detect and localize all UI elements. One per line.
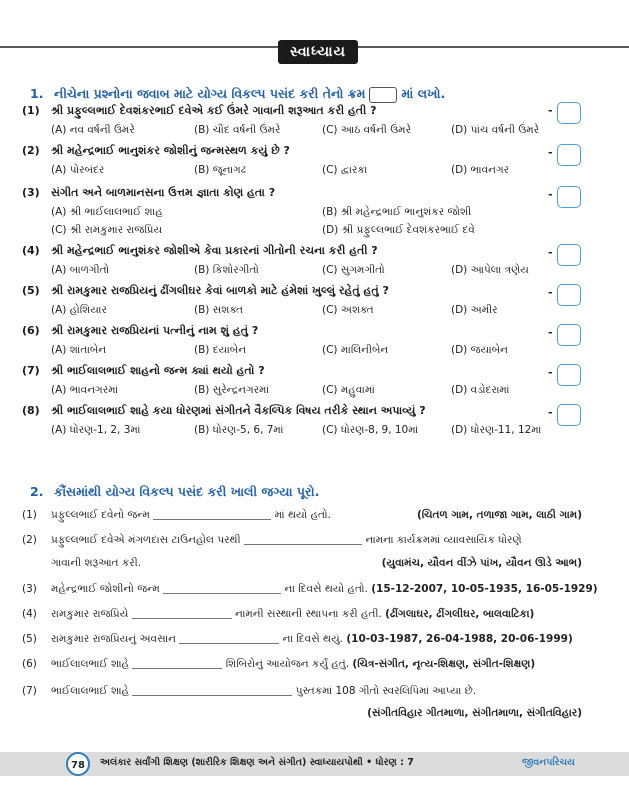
fill-pre: પ્રફુલ્લભાઈ દવેએ મંગળદાસ ટાઉનહોલ પરથી [51,534,241,546]
question-text: સંગીત અને બાળમાનસના ઉત્તમ જ્ઞાતા કોણ હતા ? [51,186,276,199]
option-c[interactable]: (C) આઠ વર્ષની ઉંમરે [322,124,412,136]
option-d[interactable]: (D) પાંચ વર્ષની ઉંમરે [451,124,540,136]
fill-sentence [51,658,535,671]
blank-line[interactable] [244,536,362,545]
fill-sentence [51,509,331,522]
answer-dash: - [548,146,553,159]
option-d[interactable]: (D) ભાવનગર [451,164,510,176]
blank-line[interactable] [132,610,232,619]
answer-box-7[interactable] [557,364,581,386]
option-a[interactable]: (A) હોશિયાર [51,304,107,316]
question-text: શ્રી પ્રફુલ્લભાઈ દેવશંકરભાઈ દવેએ કઈ ઉંમરે ગાવાની શરૂઆત કરી હતી ? [51,104,377,117]
option-d[interactable]: (D) જયાબેન [451,344,508,356]
question-number: (4) [22,244,40,257]
fill-choices: (ચિતળ ગામ, તળાજા ગામ, લાઠી ગામ) [416,509,582,521]
fill-item-5 [22,633,582,645]
question-1 [22,104,376,118]
section2-number: 2. [30,484,44,499]
fill-pre: મહેન્દ્રભાઈ જોશીનો જન્મ [51,583,160,595]
page-title: સ્વાધ્યાય [278,40,358,64]
fill-item-7 [22,685,582,697]
section1-heading-text: નીચેના પ્રશ્નોના જવાબ માટે યોગ્ય વિકલ્પ પસંદ કરી તેનો ક્રમ [54,86,366,101]
fill-post: માં થયો હતો. [274,509,331,521]
option-b[interactable]: (B) સશક્ત [194,304,243,316]
question-number: (1) [22,104,40,117]
answer-box-6[interactable] [557,324,581,346]
question-text: શ્રી રામકુમાર રાજપ્રિયનાં પત્નીનું નામ શું હતું ? [51,324,259,337]
fill-item-4 [22,608,582,620]
blank-line[interactable] [179,635,279,644]
option-d[interactable]: (D) શ્રી પ્રફુલ્લભાઈ દેવશંકરભાઈ દવે [322,224,475,236]
option-a[interactable]: (A) પોરબંદર [51,164,105,176]
question-4 [22,244,378,258]
answer-dash: - [548,104,553,117]
question-7 [22,364,265,378]
fill-sentence [51,583,598,596]
answer-dash: - [548,366,553,379]
fill-sentence [51,685,476,698]
fill-number: (4) [22,608,37,620]
option-b[interactable]: (B) કિશોરગીતો [194,264,259,276]
option-d[interactable]: (D) વડોદરામાં [451,384,510,396]
answer-dash: - [548,246,553,259]
option-b[interactable]: (B) સુરેન્દ્રનગરમાં [194,384,270,396]
question-number: (7) [22,364,40,377]
answer-dash: - [548,326,553,339]
option-a[interactable]: (A) નવ વર્ષની ઉંમરે [51,124,135,136]
option-a[interactable]: (A) શ્રી ભાઈલાલભાઈ શાહ [51,206,163,218]
option-b[interactable]: (B) શ્રી મહેન્દ્રભાઈ ભાનુશંકર જોશી [322,206,472,218]
fill-post: શિબિરોનું આયોજન કર્યું હતું. [225,658,350,670]
answer-box-5[interactable] [557,284,581,306]
option-c[interactable]: (C) માલિનીબેન [322,344,389,356]
sample-answer-box [369,87,397,103]
section2-heading [30,484,319,500]
answer-box-1[interactable] [557,102,581,124]
fill-choices: (ઢીંગલાઘર, ઢીંગલીઘર, બાલવાટિકા) [385,608,535,620]
fill-post: ના દિવસે થયું. [282,633,344,645]
footer-book-title: અલંકાર સર્વાંગી શિક્ષણ (શારીરિક શિક્ષણ અને સંગીત) સ્વાધ્યાયપોથી • ધોરણ : 7 [100,757,414,768]
fill-item-2 [22,534,582,546]
fill-post: ના દિવસે થયો હતો. [284,583,368,595]
section1-heading [30,86,445,103]
question-number: (8) [22,404,40,417]
option-b[interactable]: (B) જૂનાગઢ [194,164,246,176]
fill-choices: (યુવામંચ, યૌવન વીંઝે પાંખ, યૌવન ઊડે આભ) [381,557,582,569]
section1-number: 1. [30,86,44,101]
option-a[interactable]: (A) બાળગીતો [51,264,110,276]
question-text: શ્રી ભાઈલાલભાઈ શાહનો જન્મ ક્યાં થયો હતો ? [51,364,265,377]
answer-box-2[interactable] [557,144,581,166]
fill-item-6 [22,658,582,670]
fill-sentence [51,633,573,646]
fill-number: (2) [22,534,37,546]
fill-number: (3) [22,583,37,595]
answer-box-4[interactable] [557,244,581,266]
option-c[interactable]: (C) શ્રી રામકુમાર રાજપ્રિય [51,224,163,236]
option-b[interactable]: (B) ધોરણ-5, 6, 7માં [194,424,284,436]
fill-post: પુસ્તકમાં 108 ગીતો સ્વરલિપિમાં આપ્યા છે. [295,685,477,697]
question-5 [22,284,389,298]
fill-choices: (સંગીતવિહાર ગીતમાળા, સંગીતમાળા, સંગીતવિહાર) [367,707,582,719]
blank-line[interactable] [132,660,222,669]
fill-pre: રામકુમાર રાજપ્રિયે [51,608,129,620]
option-d[interactable]: (D) ધોરણ-11, 12માં [451,424,542,436]
question-text: શ્રી ભાઈલાલભાઈ શાહે કયા ધોરણમાં સંગીતને વૈકલ્પિક વિષય તરીકે સ્થાન અપાવ્યું ? [51,404,426,417]
fill-post: નામના કાર્યક્રમમાં વ્યાવસાયિક ધોરણે [365,534,522,546]
question-number: (6) [22,324,40,337]
option-c[interactable]: (C) દ્વારકા [322,164,368,176]
fill-sentence [51,608,534,621]
option-c[interactable]: (C) સુગમગીતો [322,264,385,276]
blank-line[interactable] [163,585,281,594]
option-b[interactable]: (B) ચૌદ વર્ષની ઉંમરે [194,124,281,136]
question-text: શ્રી મહેન્દ્રભાઈ ભાનુશંકર જોશીનું જન્મસ્થળ કયું છે ? [51,144,290,157]
page-number: 78 [66,752,90,776]
question-number: (2) [22,144,40,157]
answer-dash: - [548,188,553,201]
footer-chapter: જીવનપરિચય [522,757,575,768]
question-number: (5) [22,284,40,297]
option-c[interactable]: (C) અશક્ત [322,304,374,316]
question-3 [22,186,275,200]
question-text: શ્રી રામકુમાર રાજપ્રિયનું ઢીંગલીઘર કેવાં બાળકો માટે હંમેશાં ખુલ્લું રહેતું હતું ? [51,284,389,297]
fill-sentence [51,534,522,547]
option-d[interactable]: (D) અમીર [451,304,498,316]
fill-number: (5) [22,633,37,645]
fill-item-3 [22,583,598,595]
fill-number: (6) [22,658,37,670]
option-b[interactable]: (B) દયાબેન [194,344,247,356]
fill-item-1 [22,509,582,521]
question-text: શ્રી મહેન્દ્રભાઈ ભાનુશંકર જોશીએ કેવા પ્રકારનાં ગીતોની રચના કરી હતી ? [51,244,378,257]
option-d[interactable]: (D) આપેલા ત્રણેય [451,264,529,276]
fill-post: નામની સંસ્થાની સ્થાપના કરી હતી. [235,608,382,620]
blank-line[interactable] [132,687,292,696]
fill-number: (7) [22,685,37,697]
answer-box-8[interactable] [557,404,581,426]
answer-box-3[interactable] [557,186,581,208]
fill-pre: રામકુમાર રાજપ્રિયનું અવસાન [51,633,176,645]
section2-heading-text: કૌંસમાંથી યોગ્ય વિકલ્પ પસંદ કરી ખાલી જગ્યા પૂરો. [54,484,320,499]
option-c[interactable]: (C) ધોરણ-8, 9, 10માં [322,424,419,436]
fill-number: (1) [22,509,37,521]
answer-dash: - [548,286,553,299]
option-a[interactable]: (A) ભાવનગરમાં [51,384,119,396]
fill-line2: ગાવાની શરૂઆત કરી. [51,557,142,569]
option-a[interactable]: (A) શાંતાબેન [51,344,107,356]
answer-dash: - [548,406,553,419]
question-2 [22,144,290,158]
option-a[interactable]: (A) ધોરણ-1, 2, 3માં [51,424,141,436]
fill-choices: (15-12-2007, 10-05-1935, 16-05-1929) [371,583,598,595]
question-8 [22,404,426,418]
fill-pre: પ્રફુલ્લભાઈ દવેનો જન્મ [51,509,150,521]
fill-pre: ભાઈલાલભાઈ શાહે [51,685,130,697]
fill-choices: (10-03-1987, 26-04-1988, 20-06-1999) [346,633,573,645]
blank-line[interactable] [153,511,271,520]
fill-choices: (ચિત્ર-સંગીત, નૃત્ય-શિક્ષણ, સંગીત-શિક્ષણ) [352,658,536,670]
section1-heading-end: માં લખો. [401,86,446,101]
option-c[interactable]: (C) મહુવામાં [322,384,375,396]
question-6 [22,324,258,338]
fill-pre: ભાઈલાલભાઈ શાહે [51,658,130,670]
question-number: (3) [22,186,40,199]
